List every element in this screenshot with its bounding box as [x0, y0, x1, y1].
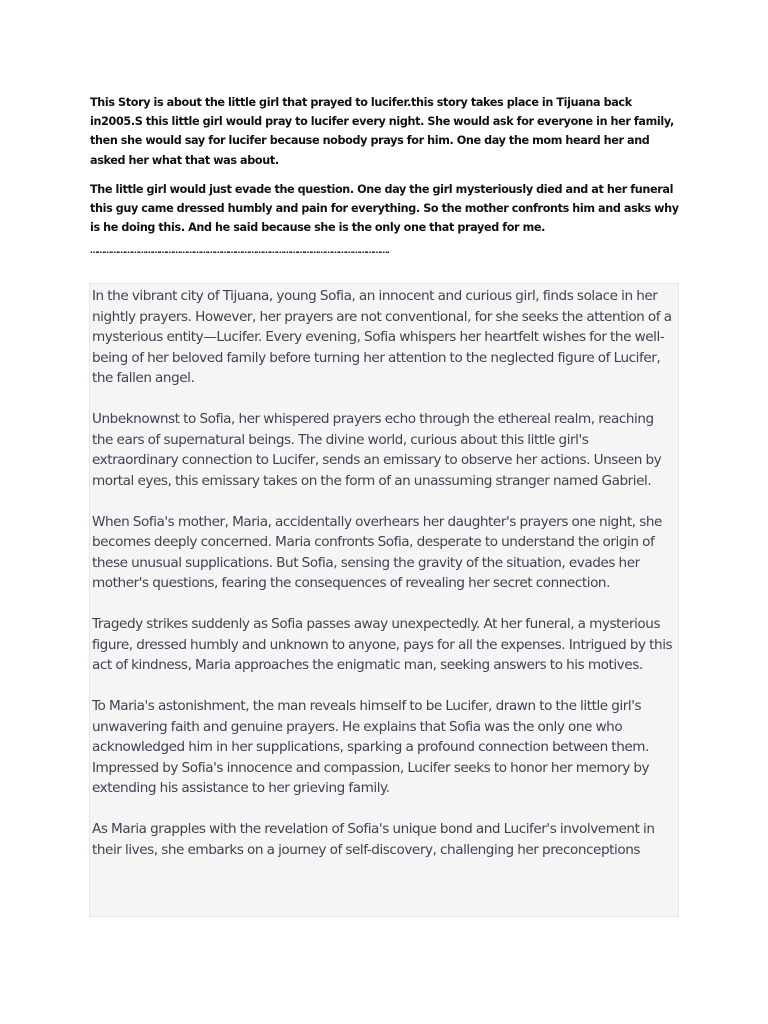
story-paragraph: To Maria's astonishment, the man reveals himself to be Lucifer, drawn to the little girl's unwavering faith and genuine prayers. He explains that Sofia was the only one who acknowledged him in her supplications, sparking a profound connection between them. Impressed by Sofia's innocence and compassion, Lucifer seeks to honor her memory by extending his assistance to her grieving family.	[92, 698, 650, 796]
story-paragraph: When Sofia's mother, Maria, accidentally overhears her daughter's prayers one night, she becomes deeply concerned. Maria confronts Sofia, desperate to understand the origin of these unusual supplications. But Sofia, sensing the gravity of the situation, evades her mother's questions, fearing the consequences of revealing her secret connection.	[92, 513, 662, 591]
story-paragraph: As Maria grapples with the revelation of Sofia's unique bond and Lucifer's involvement in their lives, she embarks on a journey of self-discovery, challenging her preconceptions	[92, 821, 655, 858]
story-paragraph: In the vibrant city of Tijuana, young Sofia, an innocent and curious girl, finds solace in her nightly prayers. However, her prayers are not conventional, for she seeks the attention of a mysterious entity—Lucifer. Every evening, Sofia whispers her heartfelt wishes for the well-being of her beloved family before turning her attention to the neglected figure of Lucifer, the fallen angel.	[92, 288, 672, 386]
intro-section	[90, 93, 680, 247]
story-paragraph: Tragedy strikes suddenly as Sofia passes away unexpectedly. At her funeral, a mysterious figure, dressed humbly and unknown to anyone, pays for all the expenses. Intrigued by this act of kindness, Maria approaches the enigmatic man, seeking answers to his motives.	[92, 616, 673, 673]
intro-paragraph: This Story is about the little girl that prayed to lucifer.this story takes place in Tijuana back in2005.S this little girl would pray to lucifer every night. She would ask for everyone in her family, then she would say for lucifer because nobody prays for him. One day the mom heard her and asked her what that was about.	[90, 96, 674, 167]
story-paragraph: Unbeknownst to Sofia, her whispered prayers echo through the ethereal realm, reaching the ears of supernatural beings. The divine world, curious about this little girl's extraordinary connection to Lucifer, sends an emissary to observe her actions. Unseen by mortal eyes, this emissary takes on the form of an unassuming stranger named Gabriel.	[92, 411, 662, 489]
intro-paragraph: The little girl would just evade the question. One day the girl mysteriously died and at her funeral this guy came dressed humbly and pain for everything. So the mother confronts him and asks why is he doing this. And he said because she is the only one that prayed for me.	[90, 182, 679, 235]
dotted-separator: ………………………………………………………………………………………………………………….	[90, 246, 389, 255]
story-text-box	[89, 283, 679, 917]
